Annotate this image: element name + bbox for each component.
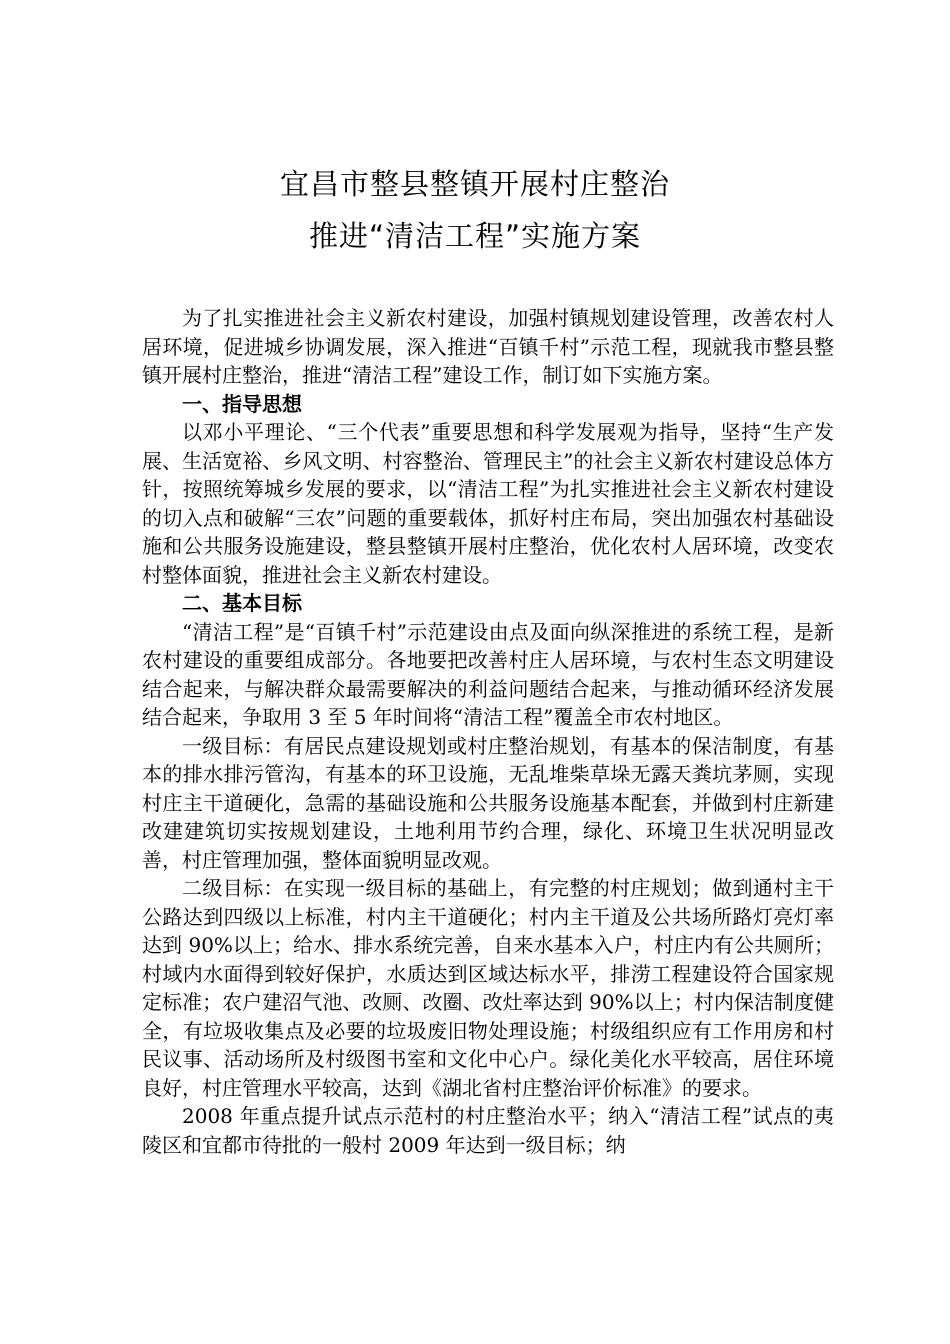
title-line-2: 推进“清洁工程”实施方案	[308, 219, 642, 253]
basic-goals-paragraph: “清洁工程”是“百镇千村”示范建设由点及面向纵深推进的系统工程，是新农村建设的重要组成部分。各地要把改善村庄人居环境，与农村生态文明建设结合起来，与解决群众最需要解决的利益问题结合起来，与推动循环经济发展结合起来，争取用 3 至 5 年时间将“清洁工程”覆盖全市农村地区。	[142, 619, 834, 729]
level-two-goal-paragraph: 二级目标：在实现一级目标的基础上，有完整的村庄规划；做到通村主干公路达到四级以上标准，村内主干道硬化；村内主干道及公共场所路灯亮灯率达到 90%以上；给水、排水系统完善，自来水基本入户，村庄内有公共厕所；村域内水面得到较好保护，水质达到区域达标水平，排涝工程建设符合国家规定标准；农户建沼气池、改厕、改圈、改灶率达到 90%以上；村内保洁制度健全，有垃圾收集点及必要的垃圾废旧物处理设施；村级组织应有工作用房和村民议事、活动场所及村级图书室和文化中心户。绿化美化水平较高，居住环境良好，村庄管理水平较高，达到《湖北省村庄整治评价标准》的要求。	[142, 876, 834, 1100]
document-body	[142, 304, 834, 1159]
plan-paragraph: 2008 年重点提升试点示范村的村庄整治水平；纳入“清洁工程”试点的夷陵区和宜都市待批的一般村 2009 年达到一级目标；纳	[142, 1104, 834, 1157]
section-heading-guiding-ideology: 一、指导思想	[182, 391, 302, 416]
level-one-goal-paragraph: 一级目标：有居民点建设规划或村庄整治规划，有基本的保洁制度，有基本的排水排污管沟，有基本的环卫设施，无乱堆柴草垛无露天粪坑茅厕，实现村庄主干道硬化，急需的基础设施和公共服务设施基本配套，并做到村庄新建改建建筑切实按规划建设，土地利用节约合理，绿化、环境卫生状况明显改善，村庄管理加强，整体面貌明显改观。	[142, 733, 834, 872]
intro-paragraph: 为了扎实推进社会主义新农村建设，加强村镇规划建设管理，改善农村人居环境，促进城乡协调发展，深入推进“百镇千村”示范工程，现就我市整县整镇开展村庄整治，推进“清洁工程”建设工作，制订如下实施方案。	[142, 306, 834, 387]
document-title	[0, 158, 950, 262]
title-line-1: 宜昌市整县整镇开展村庄整治	[279, 167, 670, 201]
section-heading-basic-goals: 二、基本目标	[182, 591, 302, 615]
guiding-ideology-paragraph: 以邓小平理论、“三个代表”重要思想和科学发展观为指导，坚持“生产发展、生活宽裕、乡风文明、村容整治、管理民主”的社会主义新农村建设总体方针，按照统筹城乡发展的要求，以“清洁工程”为扎实推进社会主义新农村建设的切入点和破解“三农”问题的重要载体，抓好村庄布局，突出加强农村基础设施和公共服务设施建设，整县整镇开展村庄整治，优化农村人居环境，改变农村整体面貌，推进社会主义新农村建设。	[142, 420, 834, 587]
